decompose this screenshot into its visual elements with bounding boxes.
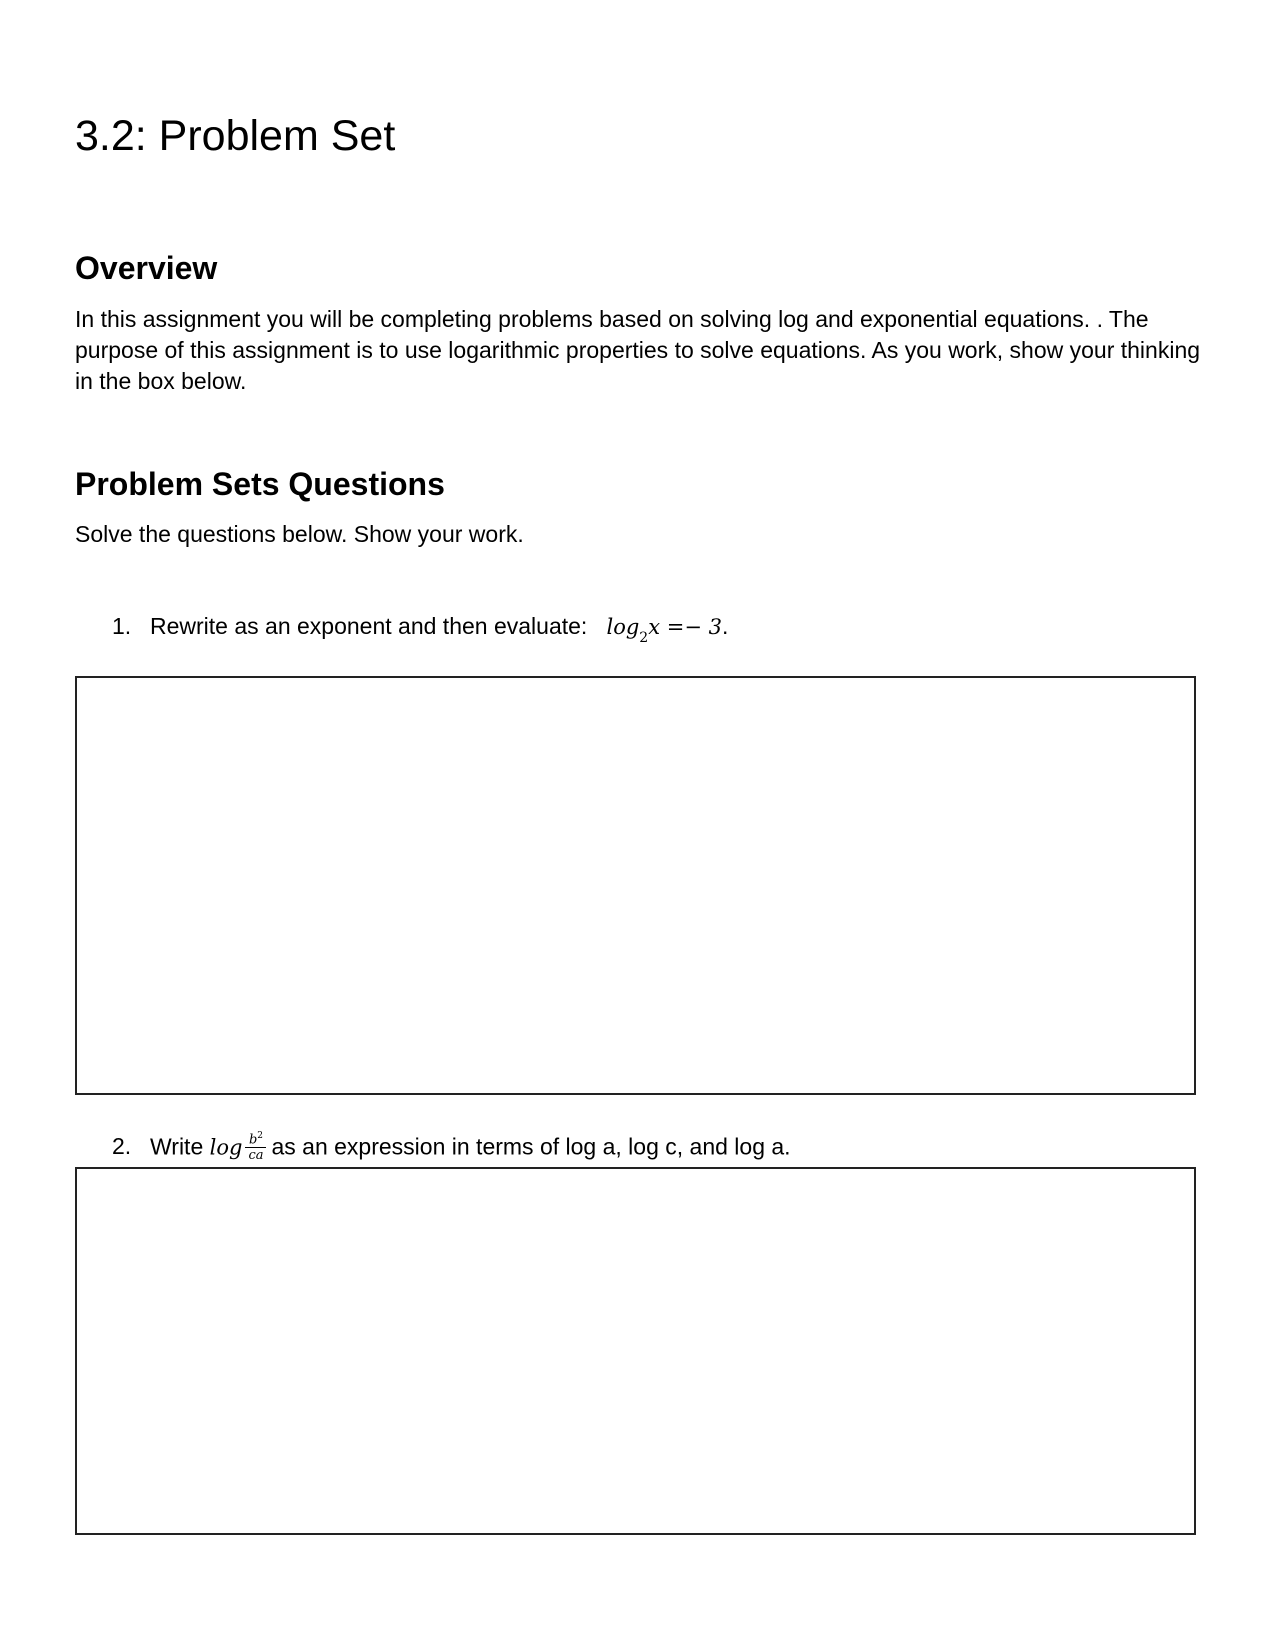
answer-box-2[interactable] xyxy=(75,1167,1196,1535)
log-fraction xyxy=(245,1129,266,1163)
question-end: . xyxy=(721,613,729,639)
log-function: log xyxy=(606,615,640,639)
log-equation xyxy=(606,615,722,646)
question-prompt: Rewrite as an exponent and then evaluate: xyxy=(150,613,588,639)
fraction-denominator: ca xyxy=(248,1148,264,1164)
questions-heading: Problem Sets Questions xyxy=(75,466,445,502)
question-prompt-after: as an expression in terms of log a, log c, and log a. xyxy=(271,1133,791,1160)
question-number: 1. xyxy=(112,613,132,639)
question-prompt-before: Write xyxy=(150,1133,204,1160)
answer-box-1[interactable] xyxy=(75,676,1196,1095)
page-title: 3.2: Problem Set xyxy=(75,112,396,160)
log-variable: x xyxy=(648,615,661,639)
fraction-numerator: $b^2$ xyxy=(248,1131,263,1148)
instructions-text: Solve the questions below. Show your work. xyxy=(75,521,524,547)
equation-rhs: =− 3 xyxy=(666,615,722,639)
log-function: log xyxy=(209,1135,243,1160)
question-2 xyxy=(112,1131,791,1165)
overview-text: In this assignment you will be completing problems based on solving log and exponential equations. . The purpose of this assignment is to use logarithmic properties to solve equations. As you work, show your thinking in the box below. xyxy=(75,306,1201,394)
question-number: 2. xyxy=(112,1133,132,1160)
overview-heading: Overview xyxy=(75,250,218,286)
question-1 xyxy=(112,611,728,645)
log-base: 2 xyxy=(639,630,649,646)
numerator-exponent: 2 xyxy=(257,1131,263,1141)
